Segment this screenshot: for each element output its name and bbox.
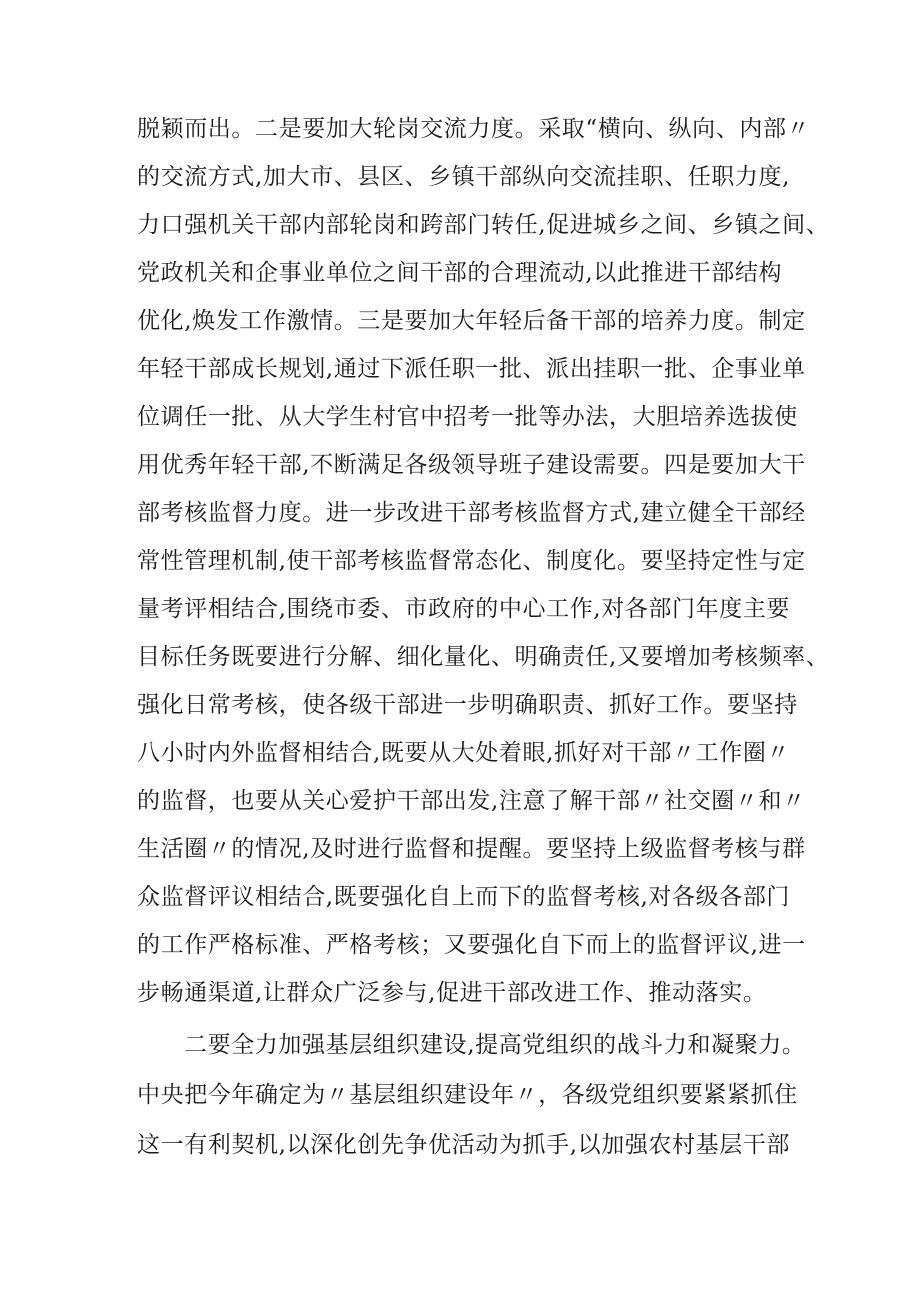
text-line-9: 部考核监督力度。进一步改进干部考核监督方式,建立健全干部经 [137,500,806,526]
text-line-8: 用优秀年轻干部,不断满足各级领导班子建设需要。四是要加大干 [137,452,806,478]
text-line-15: 的监督，也要从关心爱护干部出发,注意了解干部〃社交圈〃和〃 [137,788,806,814]
text-line-3: 力口强机关干部内部轮岗和跨部门转任,促进城乡之间、乡镇之间、 [137,212,830,238]
text-line-12: 目标任务既要进行分解、细化量化、明确责任,又要增加考核频率、 [137,644,830,670]
text-line-1: 脱颖而出。二是要加大轮岗交流力度。采取“横向、纵向、内部〃 [137,116,811,142]
text-line-10: 常性管理机制,使干部考核监督常态化、制度化。要坚持定性与定 [137,548,806,574]
text-line-13: 强化日常考核，使各级干部进一步明确职责、抓好工作。要坚持 [137,692,798,718]
text-line-4: 党政机关和企事业单位之间干部的合理流动,以此推进干部结构 [137,260,783,286]
text-line-5: 优化,焕发工作激情。三是要加大年轻后备干部的培养力度。制定 [137,308,806,334]
paragraph-start-line: 二要全力加强基层组织建设,提高党组织的战斗力和凝聚力。 [184,1032,806,1058]
text-line-16: 生活圈〃的情况,及时进行监督和提醒。要坚持上级监督考核与群 [137,836,806,862]
text-line-7: 位调任一批、从大学生村官中招考一批等办法，大胆培养选拔使 [137,404,798,430]
text-line-11: 量考评相结合,围绕市委、市政府的中心工作,对各部门年度主要 [137,596,791,622]
text-line-18: 的工作严格标准、严格考核；又要强化自下而上的监督评议,进一 [137,932,806,958]
text-line-17: 众监督评议相结合,既要强化自上而下的监督考核,对各级各部门 [137,884,791,910]
text-line-21: 中央把今年确定为〃基层组织建设年〃，各级党组织要紧紧抓住 [137,1082,798,1108]
text-line-6: 年轻干部成长规划,通过下派任职一批、派出挂职一批、企事业单 [137,356,806,382]
text-line-22: 这一有利契机,以深化创先争优活动为抓手,以加强农村基层干部 [137,1132,791,1158]
text-line-2: 的交流方式,加大市、县区、乡镇干部纵向交流挂职、任职力度, [137,164,791,190]
text-line-14: 八小时内外监督相结合,既要从大处着眼,抓好对干部〃工作圈〃 [137,740,791,766]
text-line-19: 步畅通渠道,让群众广泛参与,促进干部改进工作、推动落实。 [137,980,767,1006]
